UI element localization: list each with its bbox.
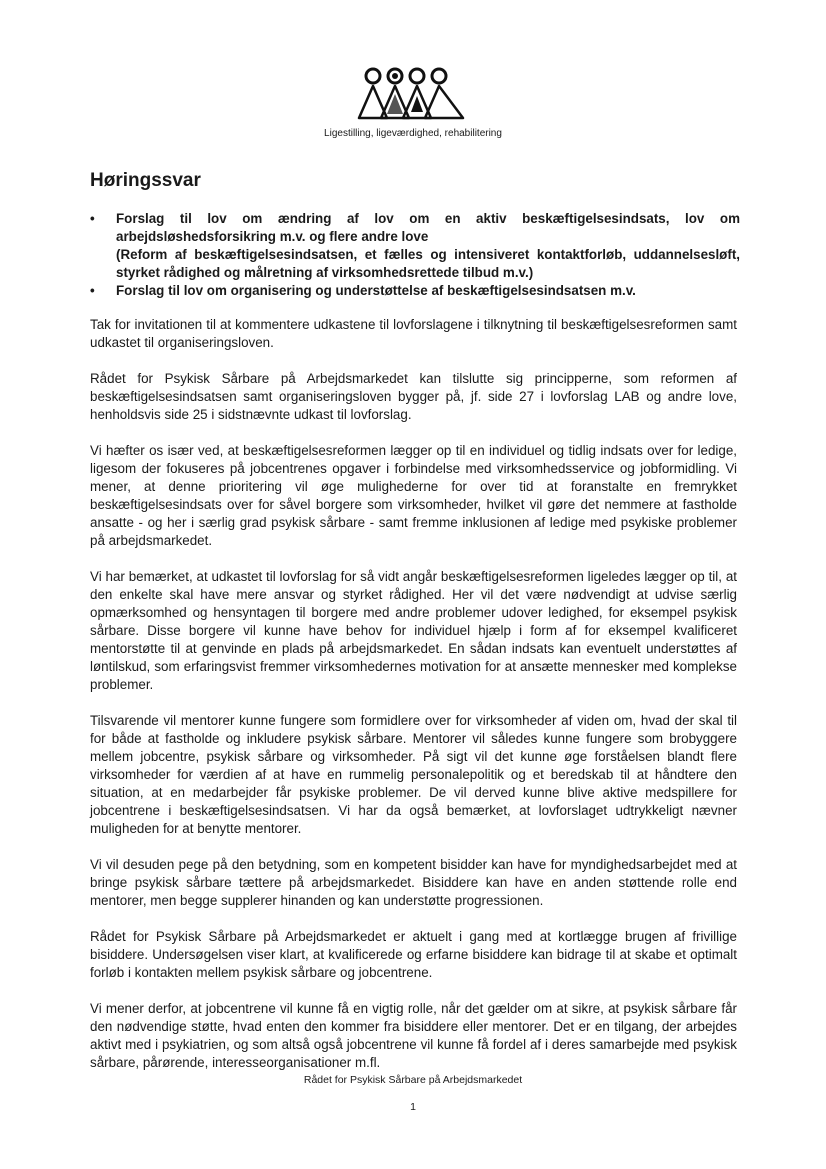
body-text — [90, 316, 737, 1090]
bullet-item — [90, 210, 740, 282]
paragraph: Tilsvarende vil mentorer kunne fungere som formidlere over for virksomheder af viden om, hvad der skal til for både at fastholde og inkludere psykisk sårbare. Mentorer vil således kunne fungere som brobyggere mellem jobcentre, psykisk sårbare og virksomheder. På sigt vil det kunne øge forståelsen blandt flere virksomheder for værdien af at have en rummelig personalepolitik og et beredskab til at håndtere den situation, at en medarbejder får psykiske problemer. De vil derved kunne blive aktive medspillere for jobcentrene i beskæftigelsesindsatsen. Vi har da også bemærket, at lovforslaget udtrykkeligt nævner muligheden for at benytte mentorer. — [90, 713, 737, 836]
people-logo-icon — [357, 66, 465, 120]
bullet-item — [90, 282, 740, 300]
footer-org: Rådet for Psykisk Sårbare på Arbejdsmarkedet — [303, 1074, 523, 1086]
bullet-list — [90, 210, 740, 300]
page-number: 1 — [410, 1101, 416, 1113]
paragraph: Vi har bemærket, at udkastet til lovforslag for så vidt angår beskæftigelsesreformen ligeledes lægger op til, at den enkelte skal have mere ansvar og styrket rådighed. Her vil det være nødvendigt at udvise særlig opmærksomhed og hensyntagen til borgere med andre problemer udover ledighed, for eksempel psykisk sårbare. Disse borgere vil kunne have behov for individuel hjælp i form af for eksempel kvalificeret mentorstøtte til at genvinde en plads på arbejdsmarkedet. En sådan indsats kan eventuelt understøttes af løntilskud, som erfaringsvist fremmer virksomhedernes motivation for at ansætte mennesker med komplekse problemer. — [90, 569, 737, 692]
bullet-line: Forslag til lov om organisering og understøttelse af beskæftigelsesindsatsen m.v. — [116, 283, 636, 298]
paragraph: Rådet for Psykisk Sårbare på Arbejdsmarkedet kan tilslutte sig principperne, som reformen af beskæftigelsesindsatsen samt organiseringsloven bygger på, jf. side 27 i lovforslag LAB og andre love, henholdsvis side 25 i sidstnævnte udkast til lovforslag. — [90, 371, 737, 422]
paragraph: Vi vil desuden pege på den betydning, som en kompetent bisidder kan have for myndighedsarbejdet med at bringe psykisk sårbare tættere på arbejdsmarkedet. Bisiddere kan have en anden støttende rolle end mentorer, men begge supplerer hinanden og kan understøtte progressionen. — [90, 857, 737, 908]
paragraph: Rådet for Psykisk Sårbare på Arbejdsmarkedet er aktuelt i gang med at kortlægge brugen af frivillige bisiddere. Undersøgelsen viser klart, at kvalificerede og erfarne bisiddere kan bidrage til at skabe et optimalt forløb i kontakten mellem psykisk sårbare og jobcentrene. — [90, 929, 737, 980]
paragraph: Vi hæfter os især ved, at beskæftigelsesreformen lægger op til en individuel og tidlig indsats over for ledige, ligesom der fokuseres på jobcentrenes opgaver i forbindelse med virksomhedsservice og jobformidling. Vi mener, at denne prioritering vil øge mulighederne for over tid at foranstalte en fremrykket beskæftigelsesindsats over for såvel borgere som virksomheder, hvilket vil gøre det nemmere at fastholde ansatte - og her i særlig grad psykisk sårbare - samt fremme inklusionen af ledige med psykiske problemer på arbejdsmarkedet. — [90, 443, 737, 548]
paragraph: Tak for invitationen til at kommentere udkastene til lovforslagene i tilknytning til beskæftigelsesreformen samt udkastet til organiseringsloven. — [90, 317, 737, 350]
bullet-line: (Reform af beskæftigelsesindsatsen, et fælles og intensiveret kontaktforløb, uddannelsesløft, styrket rådighed og målretning af virksomhedsrettede tilbud m.v.) — [116, 247, 740, 280]
page-title: Høringssvar — [90, 170, 201, 191]
paragraph: Vi mener derfor, at jobcentrene vil kunne få en vigtig rolle, når det gælder om at sikre, at psykisk sårbare får den nødvendige støtte, hvad enten den kommer fra bisiddere eller mentorer. Det er en tilgang, der arbejdes aktivt med i psykiatrien, og som altså også jobcentrene vil kunne få fordel af i deres samarbejde med psykisk sårbare, pårørende, interesseorganisationer m.fl. — [90, 1001, 737, 1070]
bullet-line: Forslag til lov om ændring af lov om en aktiv beskæftigelsesindsats, lov om arbejdsløshedsforsikring m.v. og flere andre love — [116, 211, 740, 244]
tagline: Ligestilling, ligeværdighed, rehabilitering — [324, 128, 502, 139]
